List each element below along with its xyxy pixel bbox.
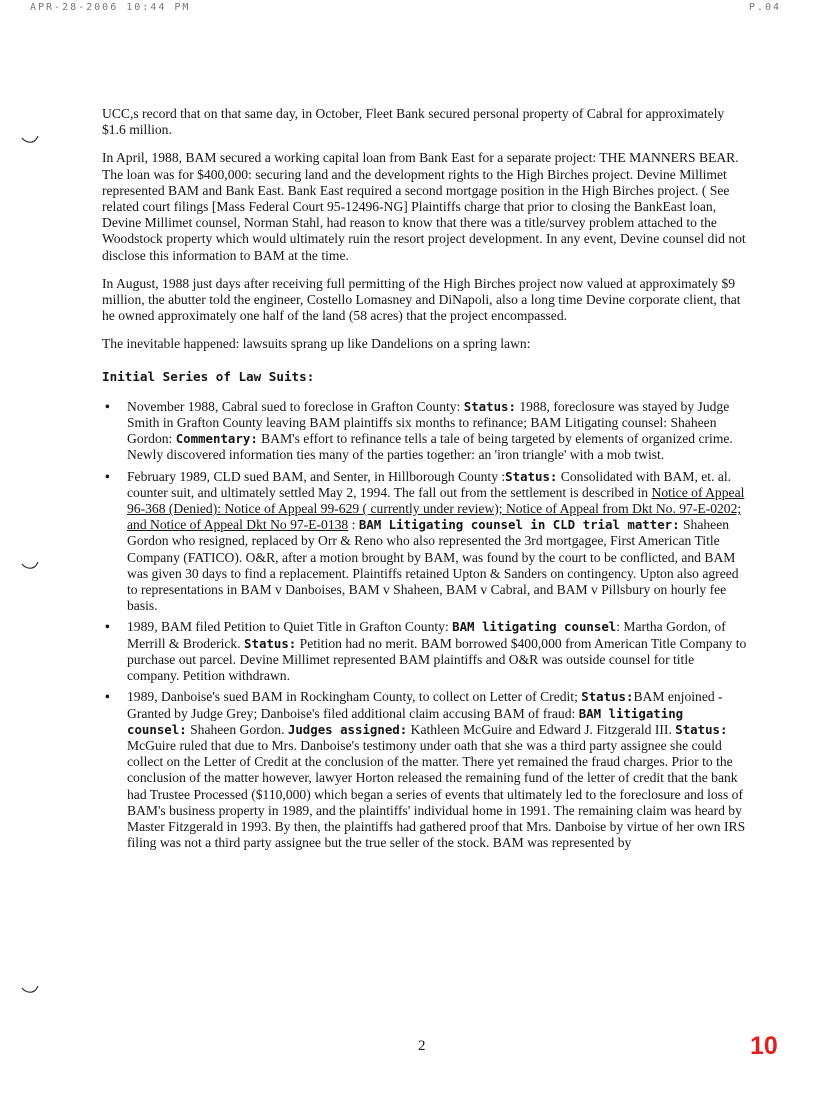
margin-check-mark-icon [20,560,40,570]
margin-check-mark-icon [20,134,40,144]
list-item: • 1989, Danboise's sued BAM in Rockingham County, to collect on Letter of Credit; Status:BAM enjoined - Granted by Judge Grey; Danboise's filed additional claim accusing BAM of fraud: BAM litigating counsel: Shaheen Gordon. Judges assigned: Kathleen McGuire and Edward J. Fitzgerald III. Status: McGuire ruled that due to Mrs. Danboise's testimony under oath that she was a third party assignee she could collect on the Letter of Credit at the conclusion of the matter. There yet remained the fraud charges. Prior to the conclusion of the matter however, lawyer Horton released the remaining fund of the letter of credit that the bank had Trustee Processed ($110,000) which began a series of events that ultimately led to the foreclosure and loss of BAM's business property in 1989, and the plaintiffs' individual home in 1991. The remaining claim was heard by Master Fitzgerald in 1993. By then, the plaintiffs had gathered proof that Mrs. Danboise by virtue of her own IRS filing was not a third party assignee but the true seller of the stock. BAM was represented by [105,689,746,851]
status-label: Status: [581,689,634,705]
bullet-icon: • [105,468,110,484]
list-item: • 1989, BAM filed Petition to Quiet Title in Grafton County: BAM litigating counsel: Martha Gordon, of Merrill & Broderick. Status: Petition had no merit. BAM borrowed $400,000 from American Title Company to purchase out parcel. Devine Millimet represented BAM plaintiffs and O&R was outside counsel for title company. Petition withdrawn. [105,619,747,684]
section-heading: Initial Series of Law Suits: [102,368,315,384]
list-item: • November 1988, Cabral sued to foreclose in Grafton County: Status: 1988, foreclosure was stayed by Judge Smith in Grafton County leaving BAM plaintiffs six months to refinance; BAM Litigating counsel: Shaheen Gordon: Commentary: BAM's effort to refinance tells a tale of being targeted by elements of organized crime. Newly discovered information ties many of the parties together: an 'iron triangle' with a mob twist. [105,398,733,463]
bullet-icon: • [105,689,110,705]
status-label: Status: [463,398,516,414]
paragraph-high-birches-permitting: In August, 1988 just days after receiving full permitting of the High Birches project now valued at approximately $9 million, the abutter told the engineer, Costello Lomasney and DiNapoli, also a long time Devine corporate client, that he owned approximately one half of the land (58 acres) that the project encompassed. [102,275,741,324]
judges-label: Judges assigned: [287,721,408,737]
margin-check-mark-icon [20,984,40,994]
counsel-label: BAM Litigating counsel in CLD trial matter: [358,517,680,533]
appeal-references: Notice of Appeal 96-368 (Denied): Notice of Appeal 99-629 ( currently under review); Notice of Appeal from Dkt No. 97-E-0202; and Notice of Appeal Dkt No 97-E-0138 [127,484,745,533]
lawsuit-list [102,399,747,851]
counsel-label: BAM litigating counsel [452,619,617,635]
fax-page-indicator: P.04 [748,2,781,13]
bullet-icon: • [105,398,110,414]
paragraph-fleet-bank: UCC,s record that on that same day, in October, Fleet Bank secured personal property of Cabral for approximately $1.6 million. [102,106,725,138]
bullet-icon: • [105,619,110,635]
fax-header [0,2,839,18]
fax-timestamp: APR-28-2006 10:44 PM [30,2,191,13]
page-number: 2 [418,1038,426,1054]
exhibit-page-label: 10 [750,1032,778,1060]
document-body [102,106,747,856]
list-item: • February 1989, CLD sued BAM, and Senter, in Hillborough County :Status: Consolidated with BAM, et. al. counter suit, and ultimately settled May 2, 1994. The fall out from the settlement is described in Notice of Appeal 96-368 (Denied): Notice of Appeal 99-629 ( currently under review); Notice of Appeal from Dkt No. 97-E-0202; and Notice of Appeal Dkt No 97-E-0138 : BAM Litigating counsel in CLD trial matter: Shaheen Gordon who resigned, replaced by Orr & Reno who also represented the 3rd mortgagee, First American Title Company (FATICO). O&R, after a motion brought by BAM, was found by the court to be conflicted, and BAM was given 30 days to find a replacement. Plaintiffs retained Upton & Sanders on contingency. Upton also agreed to representations in BAM v Danboises, BAM v Shaheen, BAM v Cabral, and BAM v Pillsbury on hourly fee basis. [105,468,745,614]
counsel-label: BAM litigating counsel: [127,705,684,737]
commentary-label: Commentary: [175,431,258,447]
status-label: Status: [244,635,297,651]
paragraph-lawsuits-intro: The inevitable happened: lawsuits sprang up like Dandelions on a spring lawn: [102,336,531,352]
status-label: Status: [505,468,558,484]
status-label: Status: [675,721,728,737]
paragraph-bank-east-loan: In April, 1988, BAM secured a working capital loan from Bank East for a separate project: THE MANNERS BEAR. The loan was for $400,000: securing land and the development rights to the High Birches project. Devine Millimet represented BAM and Bank East. Bank East required a second mortgage position in the High Birches project. ( See related court filings [Mass Federal Court 95-12496-NG] Plaintiffs charge that prior to closing the BankEast loan, Devine Millimet counsel, Norman Stahl, had reason to know that there was a title/survey problem attached to the Woodstock property which would ultimately ruin the resort project development. In any event, Devine counsel did not disclose this information to BAM at the time. [102,150,746,263]
